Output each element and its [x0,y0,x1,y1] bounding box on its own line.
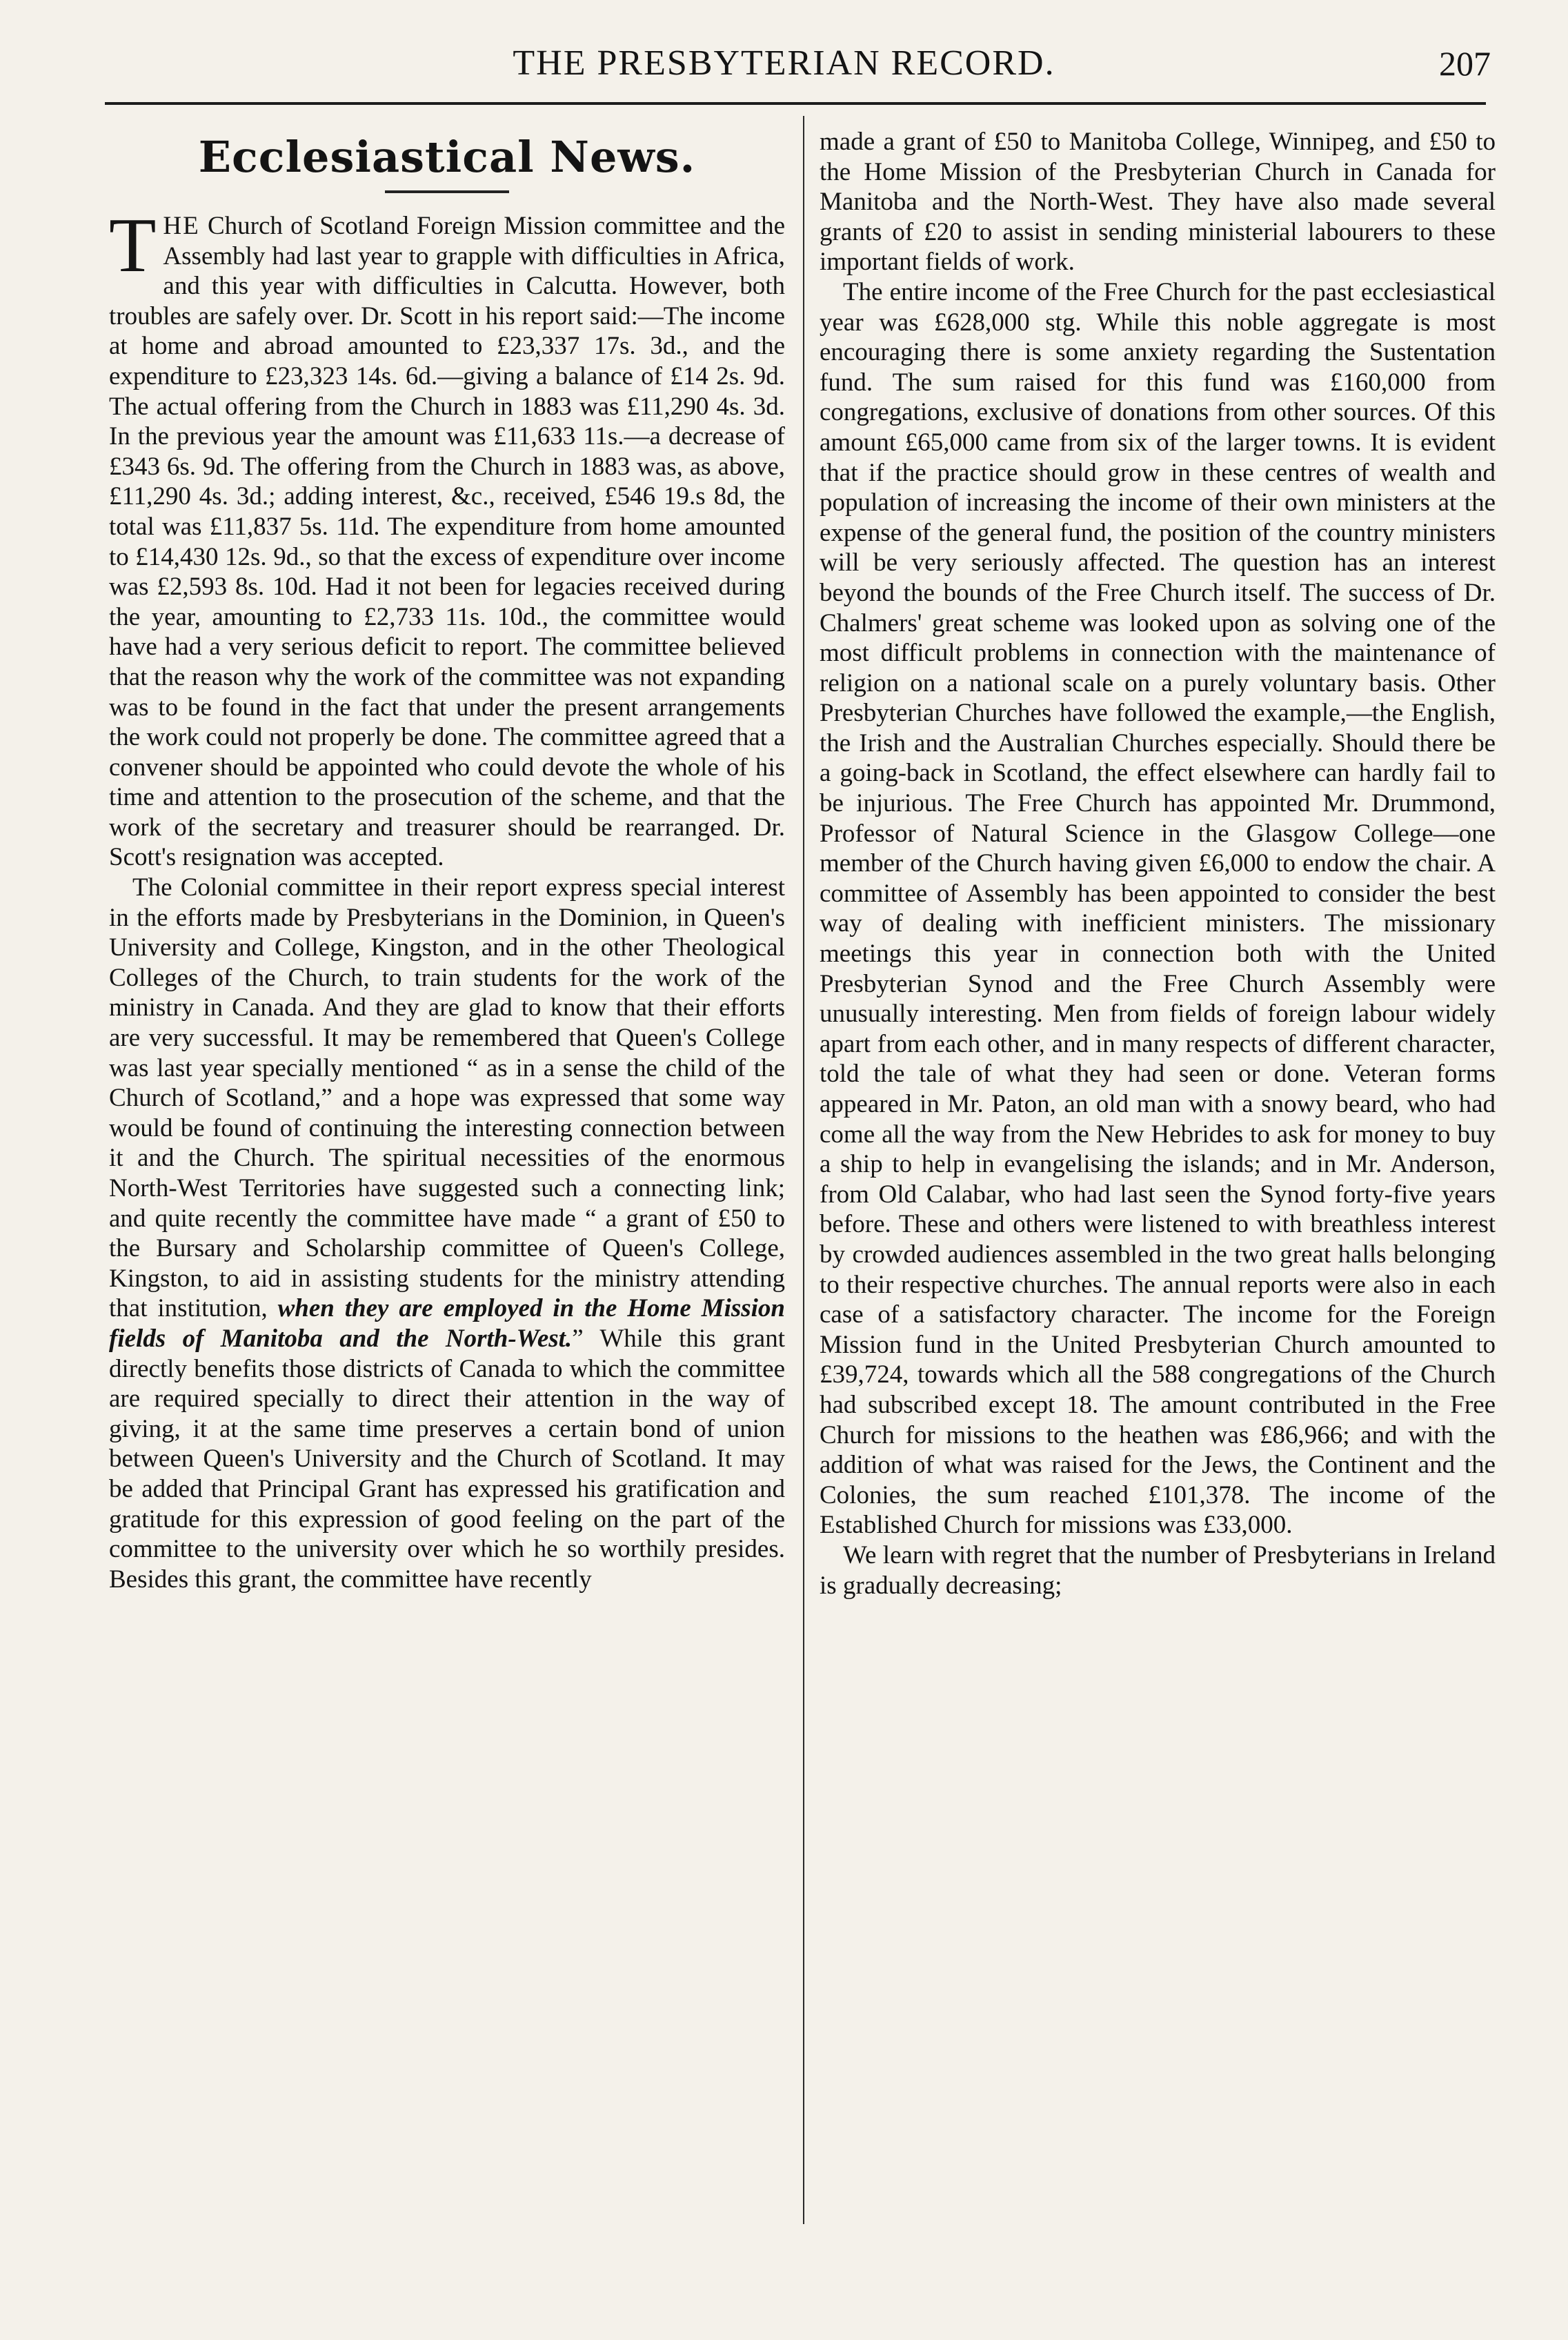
publication-title: THE PRESBYTERIAN RECORD. [513,43,1055,83]
paragraph-text-continued: ” While this grant directly benefits those districts of Canada to which the committee are required specially to direct their attention in the way of giving, it at the same time preserves a certain bond of union between Queen's University and the Church of Scotland. It may be added that Principal Grant has expressed his gratification and gratitude for this expression of good feeling on the part of the committee to the university over which he so worthily presides. Besides this grant, the committee have recently [109,1324,786,1594]
header-rule [105,102,1486,105]
page-number: 207 [1439,44,1491,83]
italic-quotation: when they are employed in the Home Mission fields of Manitoba and the North-West. [109,1294,786,1353]
column-rule [803,116,804,2224]
drop-cap: T [109,203,157,288]
paragraph-ireland [820,1540,1496,1600]
paragraph-text: Church of Scotland Foreign Mission committee and the Assembly had last year to grapple with difficulties in Africa, and this year with difficulties in Calcutta. However, both troubles are safely over. Dr. Scott in his report said:—The income at home and abroad amounted to £23,337 17s. 3d., and the expenditure to £23,323 14s. 6d.—giving a balance of £14 2s. 9d. The actual offering from the Church in 1883 was £11,290 4s. 3d. In the previous year the amount was £11,633 11s.—a decrease of £343 6s. 9d. The offering from the Church in 1883 was, as above, £11,290 4s. 3d.; adding interest, &c., received, £546 19.s 8d, the total was £11,837 5s. 11d. The expenditure from home amounted to £14,430 12s. 9d., so that the excess of expenditure over income was £2,593 8s. 10d. Had it not been for legacies received during the year, amounting to £2,733 11s. 10d., the committee would have had a very serious deficit to report. The committee believed that the reason why the work of the committee was not expanding was to be found in the fact that under the present arrangements the work could not properly be done. The committee agreed that a convener should be appointed who could devote the whole of his time and attention to the prosecution of the scheme, and that the work of the secretary and treasurer should be rearranged. Dr. Scott's resignation was accepted. [109,212,785,872]
right-column [820,127,1496,1600]
section-title: Ecclesiastical News. [198,132,696,182]
paragraph-text: The Colonial committee in their report express special interest in the efforts made by Presbyterians in the Dominion, in Queen's University and College, Kingston, and in the other Theological Colleges of the Church, to train students for the work of the ministry in Canada. And they are glad to know that their efforts are very successful. It may be remembered that Queen's College was last year specially mentioned “ as in a sense the child of the Church of Scotland,” and a hope was expressed that some way would be found of continuing the interesting connection between it and the Church. The spiritual necessities of the enormous North-West Territories have suggested such a connecting link; and quite recently the committee have made “ a grant of £50 to the Bursary and Scholarship committee of Queen's College, Kingston, to aid in assisting students for the ministry attending that institution, [109,873,785,1323]
title-rule [385,190,509,193]
paragraph-colonial-committee [109,873,785,1594]
paragraph-continued-grants [820,127,1496,277]
left-column [109,127,785,1594]
paragraph-text: We learn with regret that the number of Presbyterians in Ireland is gradually decreasing; [820,1540,1496,1600]
paragraph-free-church [820,277,1496,1540]
running-head [0,36,1568,91]
paragraph-text: The entire income of the Free Church for the past ecclesiastical year was £628,000 stg. While this noble aggregate is most encouraging there is some anxiety regarding the Sustentation fund. The sum raised for this fund was £160,000 from congregations, exclusive of donations from other sources. Of this amount £65,000 came from six of the larger towns. It is evident that if the practice should grow in these centres of wealth and population of increasing the income of their own ministers at the expense of the general fund, the position of the country ministers will be very seriously affected. The question has an interest beyond the bounds of the Free Church itself. The success of Dr. Chalmers' great scheme was looked upon as solving one of the most difficult problems in connection with the maintenance of religion on a national scale on a purely voluntary basis. Other Presbyterian Churches have followed the example,—the English, the Irish and the Australian Churches especially. Should there be a going-back in Scotland, the effect elsewhere can hardly fail to be injurious. The Free Church has appointed Mr. Drummond, Professor of Natural Science in the Glasgow College—one member of the Church having given £6,000 to endow the chair. A committee of Assembly has been appointed to consider the best way of dealing with inefficient ministers. The missionary meetings this year in connection both with the United Presbyterian Synod and the Free Church Assembly were unusually interesting. Men from fields of foreign labour widely apart from each other, and in many respects of different character, told the tale of what they had seen or done. Veteran forms appeared in Mr. Paton, an old man with a snowy beard, who had come all the way from the New Hebrides to ask for money to buy a ship to help in evangelising the islands; and in Mr. Anderson, from Old Calabar, who had last seen the Synod forty-five years before. These and others were listened to with breathless interest by crowded audiences assembled in the two great halls belonging to their respective churches. The annual reports were also in each case of a satisfactory character. The income for the Foreign Mission fund in the United Presbyterian Church amounted to £39,724, towards which all the 588 congregations of the Church had subscribed except 18. The amount contributed in the Free Church for missions to the heathen was £86,966; and with the addition of what was raised for the Jews, the Continent and the Colonies, the sum reached £101,378. The income of the Established Church for missions was £33,000. [820,277,1496,1540]
opening-small-caps: HE [163,212,200,240]
paragraph-text: made a grant of £50 to Manitoba College, Winnipeg, and £50 to the Home Mission of the Presbyterian Church in Canada for Manitoba and the North-West. They have also made several grants of £20 to assist in sending ministerial labourers to these important fields of work. [820,128,1496,277]
paragraph-foreign-mission [109,203,785,873]
